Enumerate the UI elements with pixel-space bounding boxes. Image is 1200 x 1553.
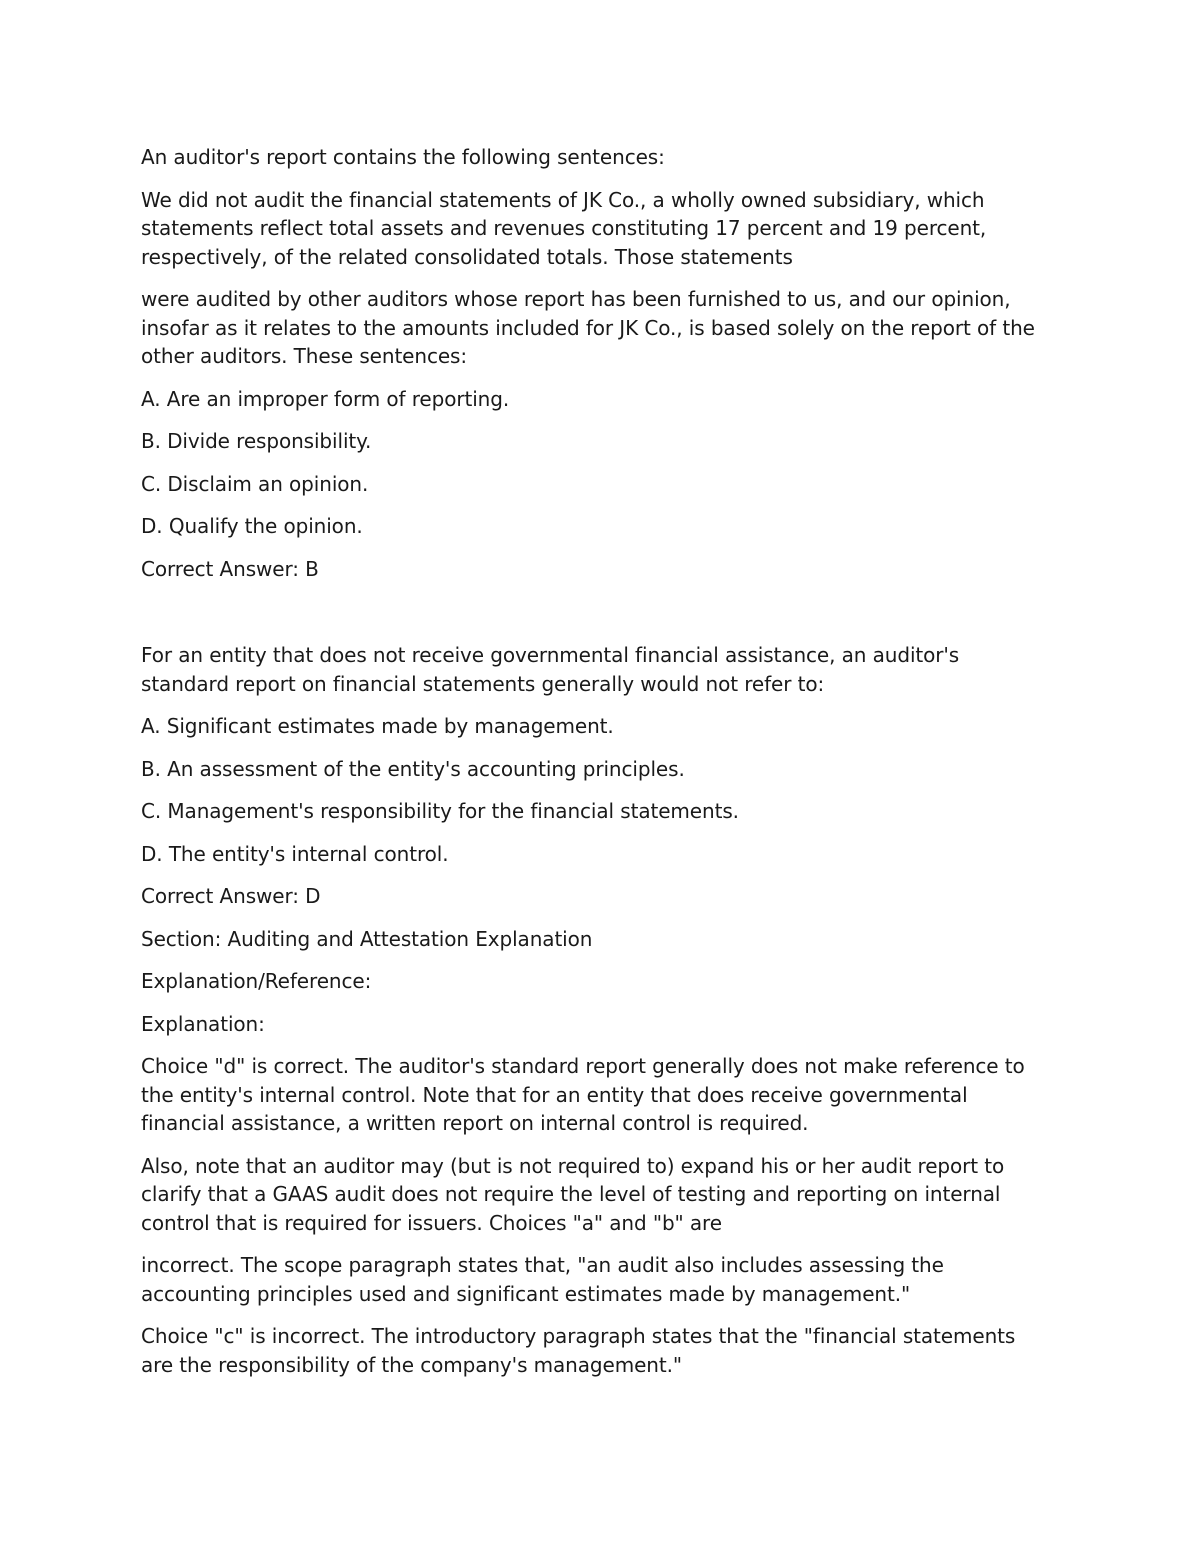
question-2-option-c: C. Management's responsibility for the financial statements. (141, 799, 739, 823)
question-1-quote-part-2: were audited by other auditors whose report has been furnished to us, and our opinion, insofar as it relates to the amounts included for JK Co., is based solely on the report of the other auditors. These sentences: (141, 287, 1035, 368)
question-1-correct-answer: Correct Answer: B (141, 556, 319, 581)
question-2-option-b: B. An assessment of the entity's accounting principles. (141, 756, 685, 781)
question-1-option-b: B. Divide responsibility. (141, 429, 372, 453)
explanation-paragraph: Choice "c" is incorrect. The introductory paragraph states that the "financial statements are the responsibility of the company's management." (141, 1324, 1016, 1377)
explanation-paragraph: Choice "d" is correct. The auditor's standard report generally does not make reference to the entity's internal control. Note that for an entity that does receive governmental financial assistance, a written report on internal control is required. (141, 1054, 1025, 1135)
question-1-quote-part-1: We did not audit the financial statements of JK Co., a wholly owned subsidiary, which statements reflect total assets and revenues constituting 17 percent and 19 percent, respectively, of the related consolidated totals. Those statements (141, 187, 987, 269)
explanation-reference-label: Explanation/Reference: (141, 969, 372, 993)
question-1-option-d: D. Qualify the opinion. (141, 514, 363, 538)
question-2-option-a: A. Significant estimates made by management. (141, 714, 614, 738)
explanation-paragraph: Also, note that an auditor may (but is not required to) expand his or her audit report to clarify that a GAAS audit does not require the level of testing and reporting on internal control that is required for issuers. Choices "a" and "b" are (141, 1153, 1005, 1235)
question-2-option-d: D. The entity's internal control. (141, 841, 449, 866)
explanation-paragraph: incorrect. The scope paragraph states that, "an audit also includes assessing the accounting principles used and significant estimates made by management." (141, 1253, 944, 1306)
question-2-section: Section: Auditing and Attestation Explanation (141, 926, 593, 951)
document-page (141, 143, 1051, 1393)
explanation-label: Explanation: (141, 1011, 265, 1036)
question-separator (141, 597, 1051, 641)
question-2-stem: For an entity that does not receive governmental financial assistance, an auditor's standard report on financial statements generally would not refer to: (141, 643, 960, 696)
question-1-option-c: C. Disclaim an opinion. (141, 471, 369, 496)
question-2-correct-answer: Correct Answer: D (141, 884, 321, 908)
question-1-intro: An auditor's report contains the following sentences: (141, 145, 665, 169)
question-1-option-a: A. Are an improper form of reporting. (141, 386, 510, 411)
